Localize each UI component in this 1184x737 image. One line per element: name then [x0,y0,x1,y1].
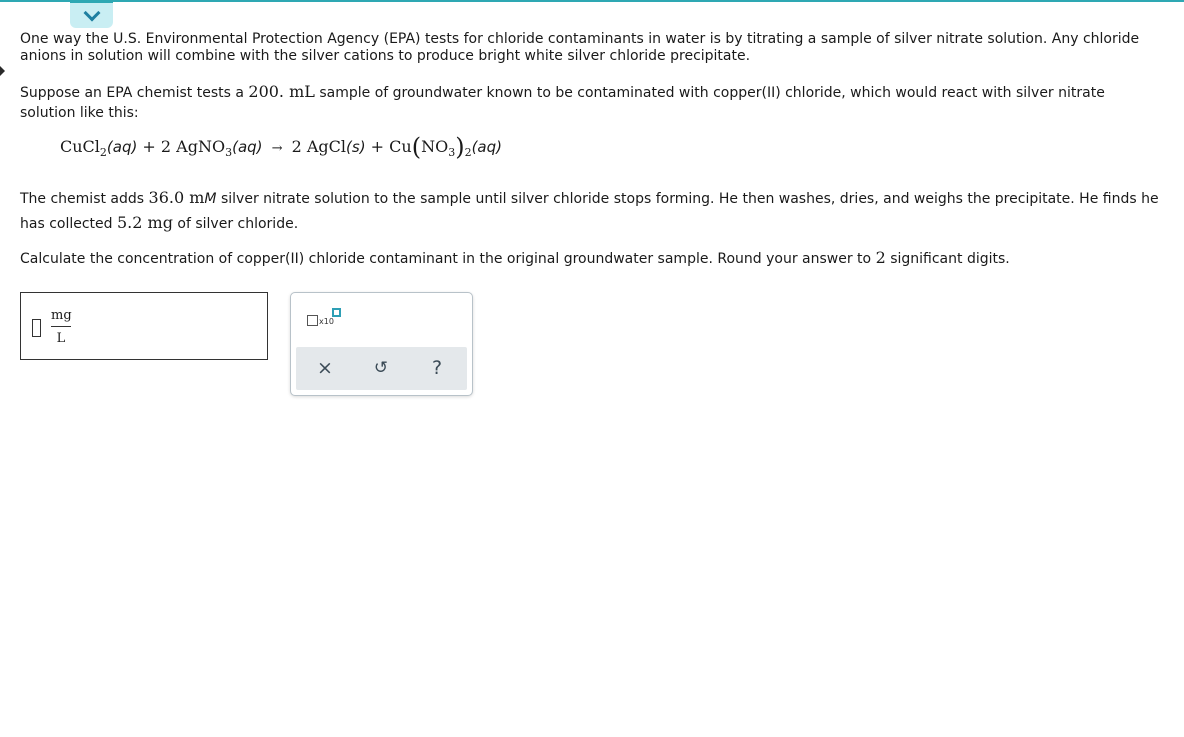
intro-paragraph: One way the U.S. Environmental Protection Agency (EPA) tests for chloride contaminants in water is by titrating a sample of silver nitrate solution. Any chloride anions in solution will combine with the silver cations to produce bright white silver chloride precipitate. [20,31,1140,64]
help-icon: ? [431,357,443,379]
answer-value-input[interactable] [32,319,41,337]
significant-digits: 2 [875,248,886,267]
caret-right-icon[interactable] [0,64,5,78]
tool-bar [296,347,467,390]
top-accent-line [0,0,1184,2]
unit-denominator: L [56,331,66,346]
question-paragraph: Calculate the concentration of copper(II) chloride contaminant in the original groundwater sample. Round your answer to 2 significant digits. [20,248,1010,267]
math-tool-panel [290,292,473,396]
procedure-paragraph: The chemist adds 36.0 mM silver nitrate solution to the sample until silver chloride stops forming. He then washes, dries, and weighs the precipitate. He finds he has collected 5.2 mg of silver chloride. [20,188,1159,232]
setup-paragraph: Suppose an EPA chemist tests a 200. mL sample of groundwater known to be contaminated with copper(II) chloride, which would react with silver nitrate solution like this: [20,82,1105,121]
chevron-down-icon [83,5,100,22]
undo-icon: ↺ [373,358,389,378]
clear-button[interactable] [313,355,337,381]
reaction-equation: CuCl$_2$(aq) + 2 AgNO$_3$(aq) → 2 AgCl(s) + $Cu(NO_3)_2(aq)$ [60,133,502,161]
answer-input-box[interactable] [20,292,268,360]
scientific-notation-button[interactable]: x10 [307,315,334,326]
sample-volume: 200. mL [248,82,315,101]
precipitate-mass: 5.2 mg [117,213,173,232]
close-icon: × [317,357,333,379]
titrant-concentration: 36.0 mM [148,188,217,207]
unit-fraction [51,307,71,347]
exponent-box-icon [332,308,341,317]
help-button[interactable] [425,355,449,381]
unit-numerator: mg [51,307,71,327]
undo-button[interactable] [369,355,393,381]
reaction-arrow: → [271,141,283,156]
collapse-toggle-button[interactable] [70,0,113,28]
mantissa-box-icon [307,315,318,326]
